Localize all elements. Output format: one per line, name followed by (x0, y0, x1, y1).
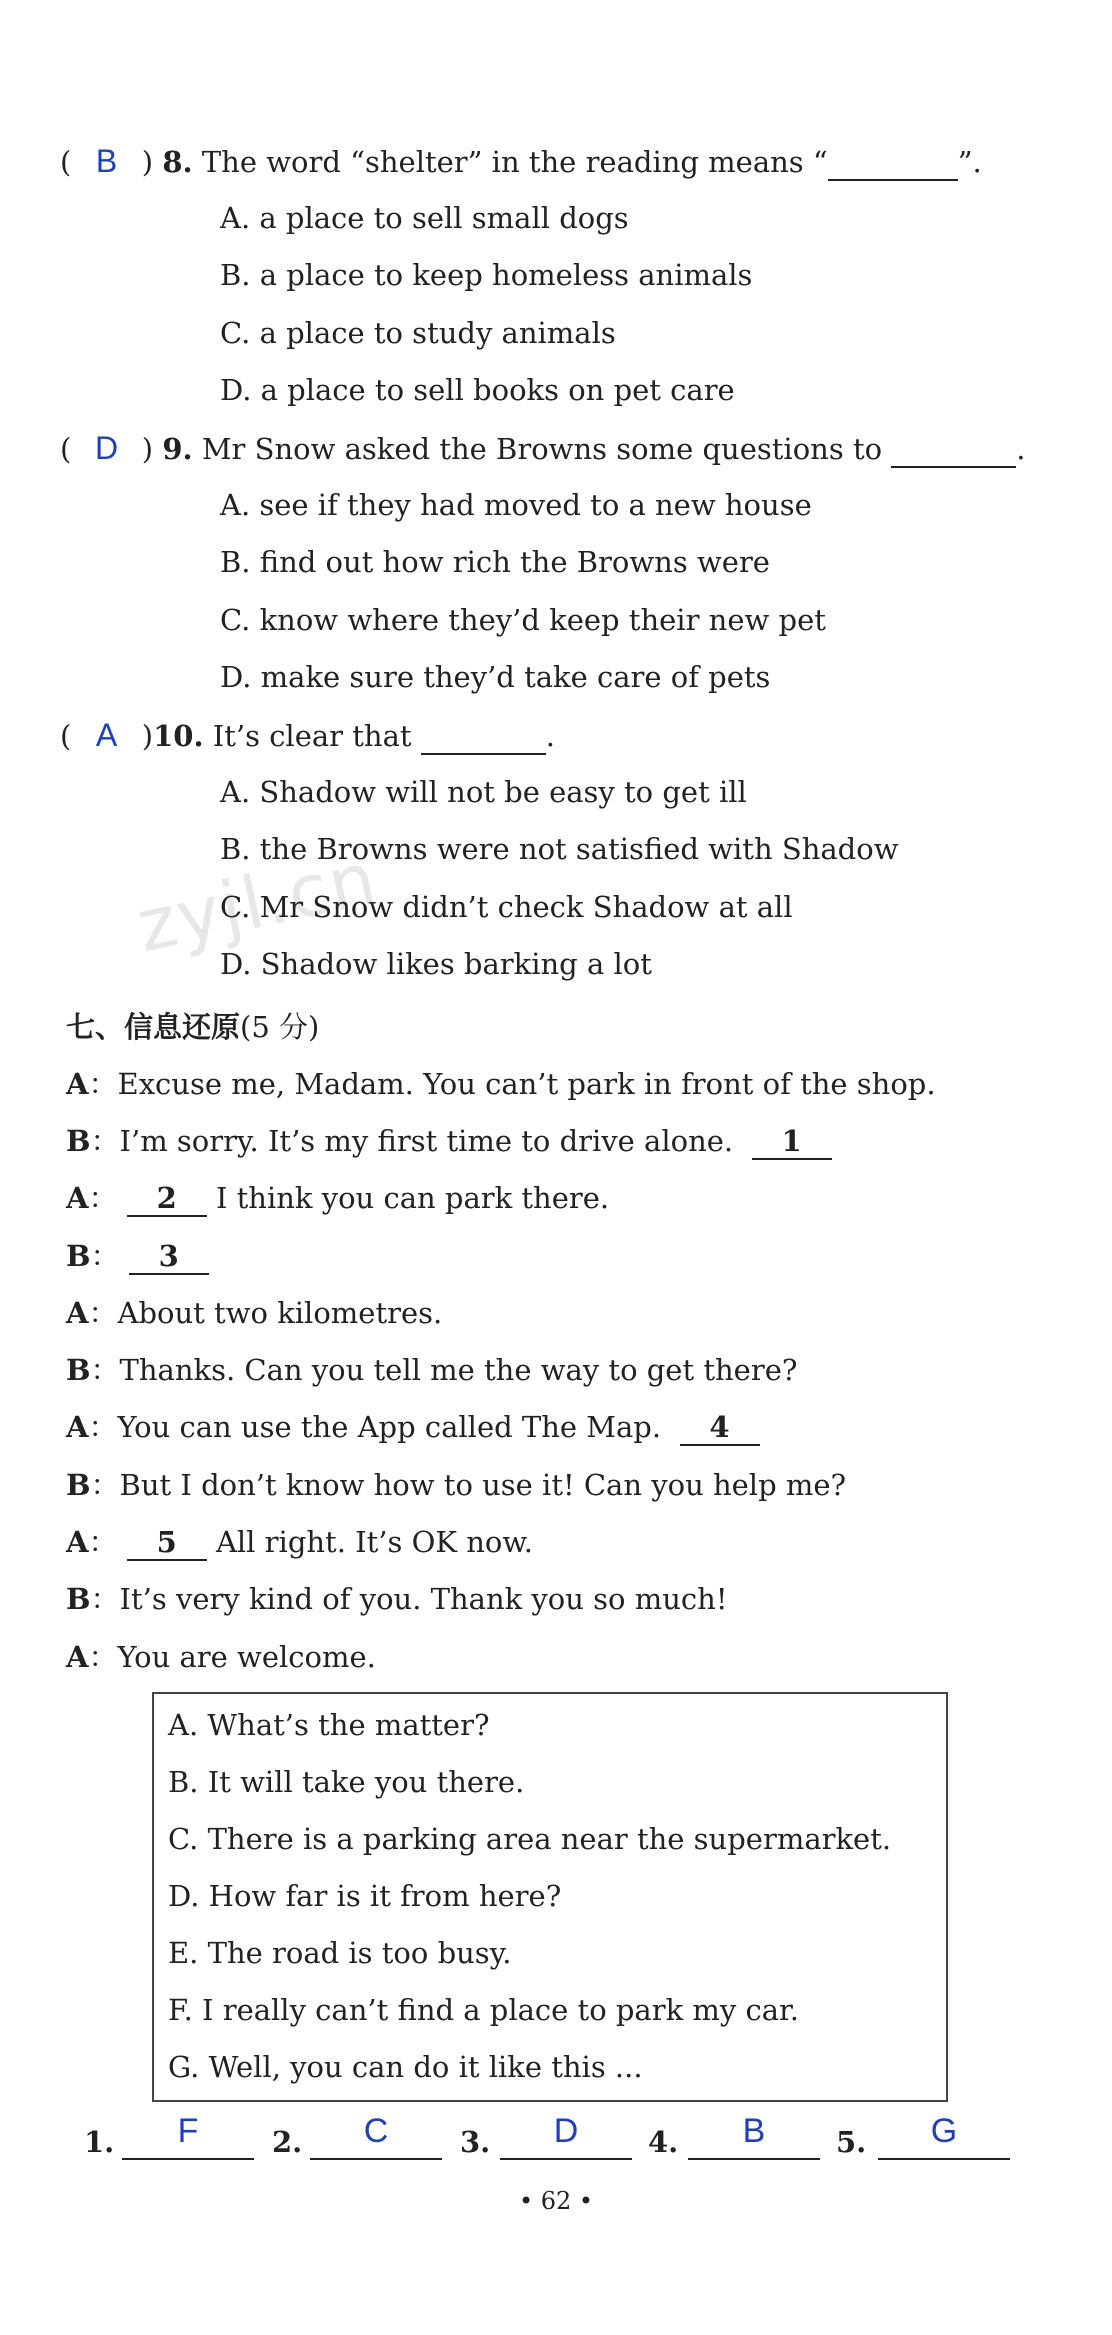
answer-num-3: 3. (460, 2125, 491, 2159)
speaker-sep: ： (90, 1239, 120, 1273)
option: B. a place to keep homeless animals (220, 258, 753, 292)
question-text-end: . (1016, 432, 1026, 466)
dialogue-line (66, 1234, 209, 1275)
option: A. Shadow will not be easy to get ill (220, 775, 747, 809)
choice-item: G. Well, you can do it like this ... (168, 2050, 643, 2084)
line-text: But I don’t know how to use it! Can you help me? (119, 1468, 847, 1502)
answer-letter-4: B (742, 2112, 766, 2150)
line-text: Excuse me, Madam. You can’t park in front of the shop. (117, 1067, 936, 1101)
speaker-sep: ： (88, 1067, 118, 1101)
option: C. a place to study animals (220, 316, 616, 350)
page-number: • 62 • (518, 2187, 594, 2215)
question-10-answer: A (95, 717, 118, 753)
choices-box (152, 1692, 948, 2102)
question-10-stem (60, 717, 555, 755)
question-8-answer: B (95, 143, 118, 179)
choice-item: B. It will take you there. (168, 1765, 525, 1799)
question-text: Mr Snow asked the Browns some questions to (201, 432, 883, 466)
dialogue-line (66, 1062, 936, 1103)
answer-blank (421, 719, 546, 755)
dialogue-blank: 2 (127, 1181, 207, 1217)
answer-line (878, 2158, 1010, 2160)
dialogue-line (66, 1577, 727, 1618)
speaker-sep: ： (88, 1296, 118, 1330)
question-text-end: . (545, 719, 555, 753)
answer-num-5: 5. (836, 2125, 867, 2159)
choice-item: E. The road is too busy. (168, 1936, 512, 1970)
speaker: A (66, 1525, 89, 1559)
speaker-sep: ： (90, 1582, 120, 1616)
option: A. a place to sell small dogs (220, 201, 629, 235)
watermark: zyjl.cn (129, 835, 385, 969)
answer-line (310, 2158, 442, 2160)
line-text: About two kilometres. (117, 1296, 443, 1330)
speaker-sep: ： (88, 1410, 118, 1444)
option: C. know where they’d keep their new pet (220, 603, 826, 637)
speaker-sep: ： (90, 1353, 120, 1387)
answer-num-1: 1. (84, 2125, 115, 2159)
section-heading (66, 1005, 319, 1046)
option: D. a place to sell books on pet care (220, 373, 735, 407)
paren-open: ( (60, 145, 72, 179)
option: A. see if they had moved to a new house (220, 488, 812, 522)
choice-item: D. How far is it from here? (168, 1879, 562, 1913)
answer-letter-5: G (930, 2112, 958, 2150)
option: D. make sure they’d take care of pets (220, 660, 771, 694)
question-number: 8. (162, 145, 193, 179)
dialogue-line (66, 1348, 797, 1389)
dialogue-blank: 5 (127, 1525, 207, 1561)
question-number: 9. (162, 432, 193, 466)
paren-close: ) (141, 145, 154, 179)
question-9-answer: D (94, 430, 119, 466)
answer-line (500, 2158, 632, 2160)
answer-num-2: 2. (272, 2125, 303, 2159)
dialogue-line (66, 1119, 832, 1160)
speaker: A (66, 1640, 89, 1674)
section-title: 七、信息还原 (66, 1010, 241, 1044)
question-8-stem (60, 143, 982, 181)
line-text: It’s very kind of you. Thank you so much! (119, 1582, 728, 1616)
paren-close: ) (141, 432, 154, 466)
speaker: A (66, 1067, 89, 1101)
line-text: I’m sorry. It’s my first time to drive alone. (119, 1124, 734, 1158)
speaker-sep: ： (88, 1640, 118, 1674)
paren-close: ) (141, 719, 154, 753)
speaker-sep: ： (88, 1525, 118, 1559)
dialogue-blank: 3 (129, 1239, 209, 1275)
answer-letter-2: C (363, 2112, 389, 2150)
line-text: Thanks. Can you tell me the way to get there? (119, 1353, 798, 1387)
choice-item: F. I really can’t find a place to park my car. (168, 1993, 799, 2027)
dialogue-blank: 4 (680, 1410, 760, 1446)
dialogue-line (66, 1463, 846, 1504)
answer-blank (891, 432, 1016, 468)
speaker: A (66, 1181, 89, 1215)
line-text: You are welcome. (117, 1640, 376, 1674)
dialogue-line (66, 1635, 376, 1676)
dialogue-blank: 1 (752, 1124, 832, 1160)
section-score: (5 分) (240, 1010, 320, 1044)
speaker: B (66, 1353, 91, 1387)
speaker: B (66, 1468, 91, 1502)
answer-letter-3: D (553, 2112, 579, 2150)
speaker-sep: ： (88, 1181, 118, 1215)
question-number: 10. (153, 719, 204, 753)
paren-open: ( (60, 432, 72, 466)
answer-line (122, 2158, 254, 2160)
option: B. find out how rich the Browns were (220, 545, 770, 579)
question-text: It’s clear that (212, 719, 412, 753)
speaker: B (66, 1582, 91, 1616)
dialogue-line (66, 1176, 609, 1217)
speaker: A (66, 1410, 89, 1444)
answer-line (688, 2158, 820, 2160)
question-text-end: ”. (957, 145, 982, 179)
paren-open: ( (60, 719, 72, 753)
choice-item: A. What’s the matter? (168, 1708, 490, 1742)
question-text: The word “shelter” in the reading means “ (201, 145, 828, 179)
option: B. the Browns were not satisfied with Shadow (220, 832, 899, 866)
dialogue-line (66, 1520, 533, 1561)
option: C. Mr Snow didn’t check Shadow at all (220, 890, 793, 924)
line-text: All right. It’s OK now. (215, 1525, 533, 1559)
option: D. Shadow likes barking a lot (220, 947, 652, 981)
answer-blank (828, 145, 958, 181)
line-text: I think you can park there. (215, 1181, 610, 1215)
answer-num-4: 4. (648, 2125, 679, 2159)
speaker: B (66, 1239, 91, 1273)
speaker: B (66, 1124, 91, 1158)
answer-letter-1: F (177, 2112, 199, 2150)
dialogue-line (66, 1405, 760, 1446)
speaker-sep: ： (90, 1468, 120, 1502)
speaker: A (66, 1296, 89, 1330)
line-text: You can use the App called The Map. (117, 1410, 662, 1444)
dialogue-line (66, 1291, 442, 1332)
speaker-sep: ： (90, 1124, 120, 1158)
question-9-stem (60, 430, 1026, 468)
choice-item: C. There is a parking area near the supermarket. (168, 1822, 892, 1856)
